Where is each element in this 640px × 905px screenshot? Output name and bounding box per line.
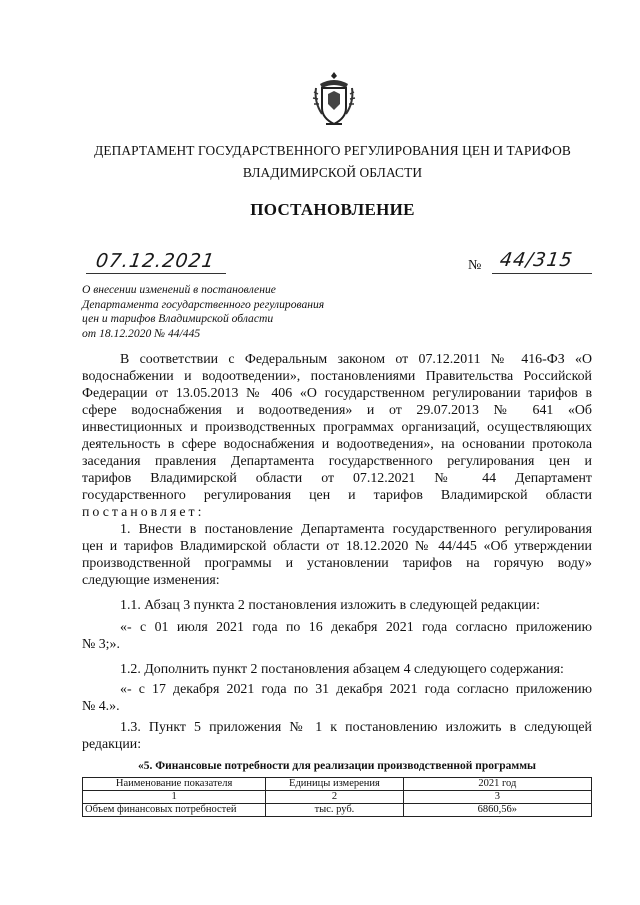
department-name-line1: ДЕПАРТАМЕНТ ГОСУДАРСТВЕННОГО РЕГУЛИРОВАНИЯ ЦЕН И ТАРИФОВ <box>94 143 571 158</box>
table-caption: «5. Финансовые потребности для реализации производственной программы <box>137 760 537 772</box>
document-date: 07.12.2021 <box>94 250 217 272</box>
number-sign: № <box>468 258 482 273</box>
item-1-3-paragraph <box>82 719 592 753</box>
document-type: ПОСТАНОВЛЕНИЕ <box>250 200 415 219</box>
number-underline <box>492 273 592 274</box>
text-line: № 3;». <box>82 637 120 652</box>
text-line: следующие изменения: <box>82 573 220 588</box>
text-line: заседания правления Департамента государственного регулирования цен и <box>82 454 592 469</box>
subject-line: цен и тарифов Владимирской области <box>82 312 274 325</box>
subject-line: Департамента государственного регулирования <box>82 297 325 311</box>
text-line: Федерации от 13.05.2013 № 406 «О государственном регулировании тарифов в <box>82 386 592 401</box>
department-name-line2: ВЛАДИМИРСКОЙ ОБЛАСТИ <box>242 165 423 180</box>
text-line: «- с 01 июля 2021 года по 16 декабря 2021 года согласно приложению <box>120 620 592 635</box>
financial-needs-table <box>82 777 592 817</box>
text-line: тарифов Владимирской области от 07.12.2021 № 44 Департамент <box>82 471 592 486</box>
table-cell: тыс. руб. <box>266 804 403 817</box>
text-line: постановляет: <box>82 505 205 520</box>
table-cell: 6860,56» <box>403 804 591 817</box>
text-line: 1. Внести в постановление Департамента государственного регулирования <box>120 522 592 537</box>
table-header: Единицы измерения <box>266 778 403 791</box>
preamble-paragraph <box>82 351 592 521</box>
text-line: редакции: <box>82 737 142 752</box>
document-subject <box>82 283 382 341</box>
table-row <box>83 804 592 817</box>
table-cell: 2 <box>266 791 403 804</box>
text-line: № 4.». <box>82 699 120 714</box>
document-number: 44/315 <box>498 249 575 271</box>
coat-of-arms-icon <box>312 70 356 128</box>
text-line: В соответствии с Федеральным законом от 07.12.2011 № 416-ФЗ «О <box>120 352 592 367</box>
table-header: 2021 год <box>403 778 591 791</box>
table-cell: 1 <box>83 791 266 804</box>
text-line: государственного регулирования цен и тарифов Владимирской области <box>82 488 592 503</box>
table-cell: 3 <box>403 791 591 804</box>
text-line: деятельность в сфере водоснабжения и водоотведения», на основании протокола <box>82 437 592 452</box>
text-line: 1.3. Пункт 5 приложения № 1 к постановлению изложить в следующей <box>120 720 592 735</box>
text-line: сфере водоснабжения и водоотведения» и от 29.07.2013 № 641 «Об <box>82 403 592 418</box>
item-1-1-paragraph <box>82 597 592 614</box>
text-line: 1.2. Дополнить пункт 2 постановления абзацем 4 следующего содержания: <box>120 662 564 677</box>
text-line: производственной программы и установлении тарифов на горячую воду» <box>82 556 592 571</box>
item-1-2-paragraph <box>82 661 592 678</box>
text-line: «- с 17 декабря 2021 года по 31 декабря 2021 года согласно приложению <box>120 682 592 697</box>
subject-line: О внесении изменений в постановление <box>82 283 276 296</box>
item-1-paragraph <box>82 521 592 589</box>
text-line: инвестиционных и производственных программах организаций, осуществляющих <box>82 420 592 435</box>
table-header-row <box>83 778 592 791</box>
table-cell: Объем финансовых потребностей <box>83 804 266 817</box>
subject-line: от 18.12.2020 № 44/445 <box>82 326 201 340</box>
table-header: Наименование показателя <box>83 778 266 791</box>
text-line: цен и тарифов Владимирской области от 18.12.2020 № 44/445 «Об утверждении <box>82 539 592 554</box>
text-line: 1.1. Абзац 3 пункта 2 постановления изложить в следующей редакции: <box>120 598 540 613</box>
item-1-2-text <box>82 681 592 715</box>
date-underline <box>86 273 226 274</box>
text-line: водоснабжении и водоотведении», постановлениями Правительства Российской <box>82 369 592 384</box>
table-number-row <box>83 791 592 804</box>
item-1-1-text <box>82 619 592 653</box>
